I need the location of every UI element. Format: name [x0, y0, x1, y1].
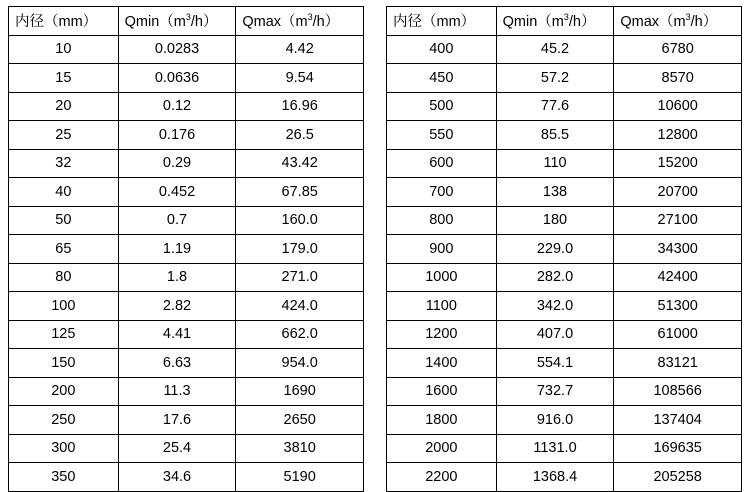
header-text-pre: Qmax（m — [620, 14, 686, 31]
table-cell: 110 — [496, 149, 614, 178]
table-cell: 50 — [9, 206, 119, 235]
table-row — [387, 263, 742, 292]
table-cell: 3810 — [236, 434, 364, 463]
table-cell: 32 — [9, 149, 119, 178]
table-row — [387, 92, 742, 121]
table-cell: 10 — [9, 35, 119, 64]
table-cell: 2000 — [387, 434, 497, 463]
table-cell: 6780 — [614, 35, 742, 64]
table-cell: 229.0 — [496, 235, 614, 264]
table-header — [9, 7, 364, 36]
table-cell: 160.0 — [236, 206, 364, 235]
table-row — [387, 121, 742, 150]
table-cell: 407.0 — [496, 320, 614, 349]
table-cell: 34300 — [614, 235, 742, 264]
table-cell: 342.0 — [496, 292, 614, 321]
table-cell: 282.0 — [496, 263, 614, 292]
table-cell: 137404 — [614, 406, 742, 435]
table-cell: 1690 — [236, 377, 364, 406]
table-cell: 2200 — [387, 463, 497, 492]
table-cell: 550 — [387, 121, 497, 150]
table-cell: 100 — [9, 292, 119, 321]
table-body-right — [387, 35, 742, 491]
small-diameter-table — [8, 6, 364, 492]
table-row — [387, 35, 742, 64]
table-row — [9, 235, 364, 264]
header-text-post: /h） — [312, 14, 340, 31]
table-cell: 424.0 — [236, 292, 364, 321]
table-cell: 9.54 — [236, 64, 364, 93]
table-row — [387, 206, 742, 235]
table-row — [9, 434, 364, 463]
large-diameter-table — [386, 6, 742, 492]
table-cell: 350 — [9, 463, 119, 492]
table-cell: 40 — [9, 178, 119, 207]
table-header — [387, 7, 742, 36]
table-cell: 271.0 — [236, 263, 364, 292]
table-cell: 34.6 — [118, 463, 236, 492]
table-row — [387, 434, 742, 463]
table-cell: 6.63 — [118, 349, 236, 378]
header-text-post: /h） — [568, 14, 596, 31]
table-cell: 0.12 — [118, 92, 236, 121]
table-cell: 800 — [387, 206, 497, 235]
table-cell: 43.42 — [236, 149, 364, 178]
table-cell: 1.19 — [118, 235, 236, 264]
header-sup: 3 — [185, 12, 191, 23]
table-cell: 15 — [9, 64, 119, 93]
table-cell: 554.1 — [496, 349, 614, 378]
table-cell: 138 — [496, 178, 614, 207]
table-cell: 954.0 — [236, 349, 364, 378]
table-row — [9, 463, 364, 492]
table-cell: 1100 — [387, 292, 497, 321]
table-cell: 125 — [9, 320, 119, 349]
table-cell: 916.0 — [496, 406, 614, 435]
table-cell: 1000 — [387, 263, 497, 292]
table-cell: 4.42 — [236, 35, 364, 64]
header-row — [9, 7, 364, 36]
table-row — [387, 178, 742, 207]
table-cell: 1368.4 — [496, 463, 614, 492]
table-row — [9, 263, 364, 292]
table-cell: 108566 — [614, 377, 742, 406]
table-row — [387, 320, 742, 349]
header-sup: 3 — [563, 12, 569, 23]
table-row — [9, 349, 364, 378]
table-cell: 5190 — [236, 463, 364, 492]
table-cell: 80 — [9, 263, 119, 292]
header-text: 内径（mm） — [393, 14, 476, 31]
table-cell: 205258 — [614, 463, 742, 492]
table-cell: 57.2 — [496, 64, 614, 93]
table-row — [9, 178, 364, 207]
table-row — [9, 35, 364, 64]
table-cell: 500 — [387, 92, 497, 121]
table-cell: 51300 — [614, 292, 742, 321]
table-cell: 1131.0 — [496, 434, 614, 463]
table-row — [387, 235, 742, 264]
table-row — [9, 377, 364, 406]
table-cell: 17.6 — [118, 406, 236, 435]
table-row — [9, 121, 364, 150]
table-cell: 1.8 — [118, 263, 236, 292]
table-cell: 61000 — [614, 320, 742, 349]
table-cell: 2650 — [236, 406, 364, 435]
table-cell: 85.5 — [496, 121, 614, 150]
table-cell: 1200 — [387, 320, 497, 349]
table-row — [387, 377, 742, 406]
table-row — [387, 406, 742, 435]
table-cell: 0.0283 — [118, 35, 236, 64]
table-cell: 600 — [387, 149, 497, 178]
table-cell: 0.0636 — [118, 64, 236, 93]
table-row — [387, 463, 742, 492]
table-cell: 1600 — [387, 377, 497, 406]
table-cell: 700 — [387, 178, 497, 207]
table-cell: 0.176 — [118, 121, 236, 150]
header-cell-inner-diameter — [387, 7, 497, 36]
table-cell: 180 — [496, 206, 614, 235]
table-cell: 732.7 — [496, 377, 614, 406]
table-cell: 300 — [9, 434, 119, 463]
table-cell: 11.3 — [118, 377, 236, 406]
table-row — [387, 292, 742, 321]
table-cell: 25.4 — [118, 434, 236, 463]
table-row — [9, 320, 364, 349]
table-row — [9, 406, 364, 435]
header-text-pre: Qmin（m — [502, 14, 564, 31]
table-cell: 67.85 — [236, 178, 364, 207]
table-cell: 1400 — [387, 349, 497, 378]
table-cell: 200 — [9, 377, 119, 406]
table-row — [9, 92, 364, 121]
table-cell: 25 — [9, 121, 119, 150]
table-body-left — [9, 35, 364, 491]
table-row — [387, 349, 742, 378]
table-cell: 45.2 — [496, 35, 614, 64]
table-cell: 4.41 — [118, 320, 236, 349]
table-cell: 662.0 — [236, 320, 364, 349]
table-row — [387, 64, 742, 93]
header-text-pre: Qmax（m — [242, 14, 308, 31]
header-sup: 3 — [307, 12, 313, 23]
table-cell: 20 — [9, 92, 119, 121]
table-cell: 8570 — [614, 64, 742, 93]
table-cell: 20700 — [614, 178, 742, 207]
table-cell: 900 — [387, 235, 497, 264]
table-row — [9, 206, 364, 235]
header-text: 内径（mm） — [15, 14, 98, 31]
table-cell: 12800 — [614, 121, 742, 150]
header-cell-inner-diameter — [9, 7, 119, 36]
header-row — [387, 7, 742, 36]
table-cell: 42400 — [614, 263, 742, 292]
table-cell: 15200 — [614, 149, 742, 178]
table-cell: 10600 — [614, 92, 742, 121]
header-cell-qmin — [118, 7, 236, 36]
table-cell: 169635 — [614, 434, 742, 463]
table-cell: 400 — [387, 35, 497, 64]
table-cell: 250 — [9, 406, 119, 435]
table-cell: 0.452 — [118, 178, 236, 207]
header-cell-qmax — [236, 7, 364, 36]
table-cell: 77.6 — [496, 92, 614, 121]
table-cell: 1800 — [387, 406, 497, 435]
table-row — [387, 149, 742, 178]
table-cell: 0.7 — [118, 206, 236, 235]
table-row — [9, 292, 364, 321]
header-cell-qmin — [496, 7, 614, 36]
table-cell: 65 — [9, 235, 119, 264]
header-sup: 3 — [685, 12, 691, 23]
header-text-pre: Qmin（m — [124, 14, 186, 31]
table-row — [9, 149, 364, 178]
header-text-post: /h） — [690, 14, 718, 31]
header-text-post: /h） — [190, 14, 218, 31]
table-cell: 83121 — [614, 349, 742, 378]
table-cell: 16.96 — [236, 92, 364, 121]
table-cell: 27100 — [614, 206, 742, 235]
table-cell: 2.82 — [118, 292, 236, 321]
table-row — [9, 64, 364, 93]
table-cell: 179.0 — [236, 235, 364, 264]
header-cell-qmax — [614, 7, 742, 36]
table-cell: 450 — [387, 64, 497, 93]
table-cell: 0.29 — [118, 149, 236, 178]
table-cell: 150 — [9, 349, 119, 378]
table-cell: 26.5 — [236, 121, 364, 150]
